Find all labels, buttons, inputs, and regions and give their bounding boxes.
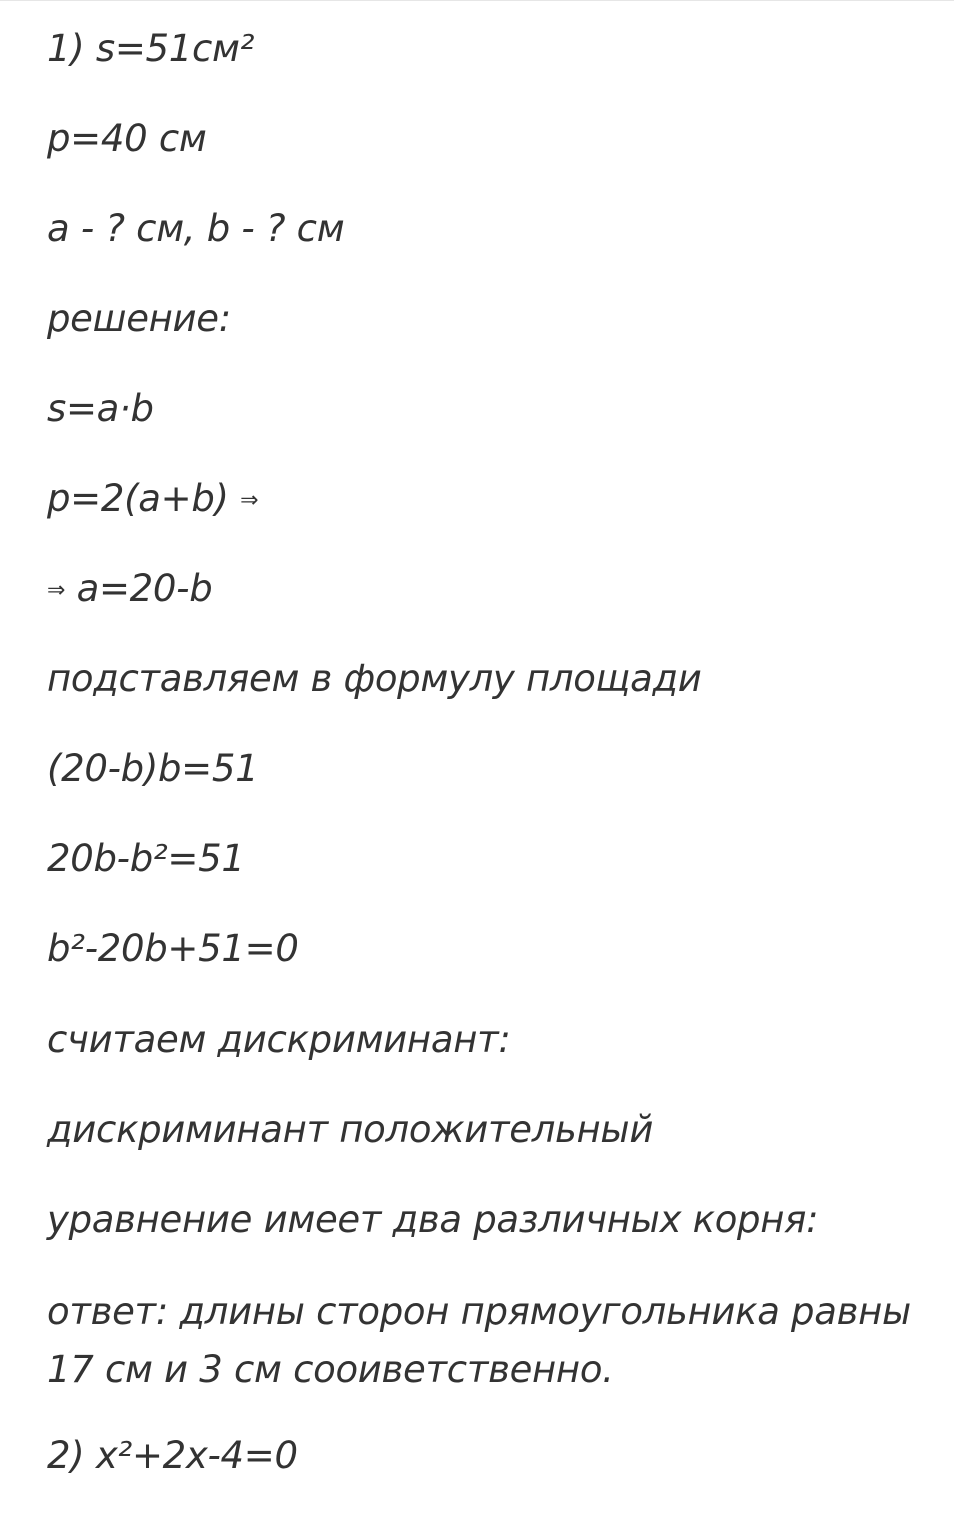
line-answer: ответ: длины сторон прямоугольника равны 17 см и 3 см сооиветственно. xyxy=(47,1290,911,1391)
a-expression-text: a=20-b xyxy=(76,567,213,610)
line-substitute: подставляем в формулу площади xyxy=(47,657,702,700)
line-discriminant-positive: дискриминант положительный xyxy=(47,1108,654,1151)
line-discriminant-heading: считаем дискриминант: xyxy=(47,1018,511,1061)
perimeter-formula-text: p=2(a+b) xyxy=(47,477,229,520)
implies-arrow-icon: ⇒ xyxy=(240,487,259,513)
line-equation-2: 20b-b²=51 xyxy=(47,837,245,880)
line-unknowns: a - ? см, b - ? см xyxy=(47,207,345,250)
line-equation-3: b²-20b+51=0 xyxy=(47,927,299,970)
line-area-formula: s=a·b xyxy=(47,387,154,430)
line-a-expression xyxy=(47,563,212,617)
line-two-roots: уравнение имеет два различных корня: xyxy=(47,1198,819,1241)
line-given-perimeter: p=40 см xyxy=(47,117,207,160)
line-equation-1: (20-b)b=51 xyxy=(47,747,259,790)
line-task-2: 2) x²+2x-4=0 xyxy=(47,1434,298,1477)
line-perimeter-formula xyxy=(47,473,258,527)
line-solution-heading: решение: xyxy=(47,297,231,340)
implies-arrow-icon: ⇒ xyxy=(47,577,66,603)
line-given-area: 1) s=51см² xyxy=(47,27,255,70)
